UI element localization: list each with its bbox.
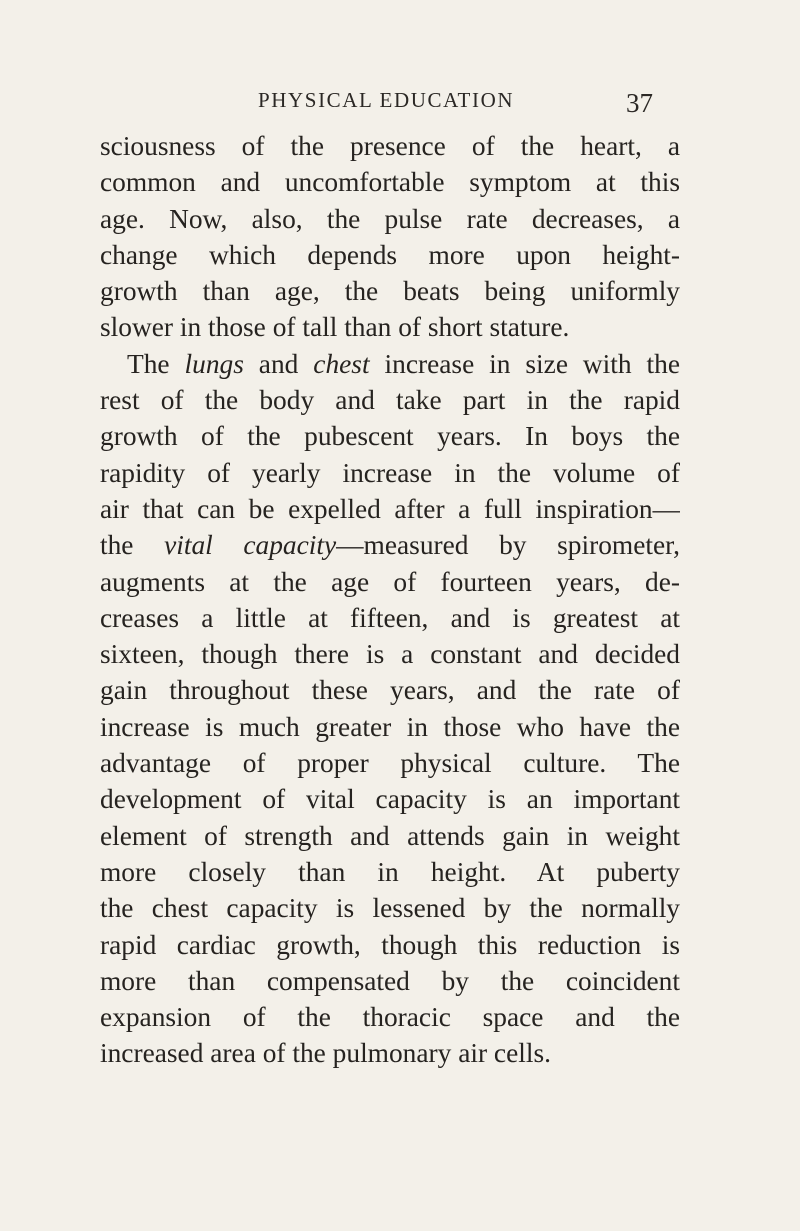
italic-term-chest: chest	[313, 348, 370, 379]
text-line: common and uncomfortable symptom at this	[100, 167, 680, 198]
text-line: increase is much greater in those who have the	[100, 711, 680, 742]
text-run: —measured by spirometer,	[336, 530, 680, 561]
text-line: element of strength and attends gain in weight	[100, 820, 680, 851]
text-run: the	[100, 530, 165, 561]
paragraph-start-line	[100, 346, 680, 382]
text-run: increase in size with the	[369, 348, 680, 379]
text-line: the chest capacity is lessened by the normally	[100, 893, 680, 924]
text-line: sixteen, though there is a constant and decided	[100, 639, 680, 670]
text-line: creases a little at fifteen, and is greatest at	[100, 602, 680, 633]
text-line: more closely than in height. At puberty	[100, 856, 680, 887]
text-line: air that can be expelled after a full inspiration—	[100, 493, 680, 524]
text-line: slower in those of tall than of short stature.	[100, 312, 570, 343]
text-line: age. Now, also, the pulse rate decreases, a	[100, 203, 680, 234]
italic-term-lungs: lungs	[184, 348, 244, 379]
body-text	[100, 128, 680, 1072]
text-line: advantage of proper physical culture. The	[100, 748, 680, 779]
text-line: increased area of the pulmonary air cells.	[100, 1038, 551, 1069]
text-line: augments at the age of fourteen years, de-	[100, 566, 680, 597]
text-line: change which depends more upon height-	[100, 239, 680, 270]
text-line: more than compensated by the coincident	[100, 965, 680, 996]
text-line-with-term	[100, 527, 680, 563]
text-run: The	[127, 348, 185, 379]
italic-term-vital-capacity: vital capacity	[164, 530, 337, 561]
page-number: 37	[626, 88, 653, 118]
text-line: growth of the pubescent years. In boys the	[100, 421, 680, 452]
text-line: expansion of the thoracic space and the	[100, 1002, 680, 1033]
text-line: rapid cardiac growth, though this reduction is	[100, 929, 680, 960]
text-line: growth than age, the beats being uniformly	[100, 276, 680, 307]
running-head: PHYSICAL EDUCATION	[258, 88, 515, 112]
text-run: and	[243, 348, 314, 379]
text-line: rest of the body and take part in the rapid	[100, 385, 680, 416]
text-line: rapidity of yearly increase in the volume of	[100, 457, 680, 488]
text-line: gain throughout these years, and the rate of	[100, 675, 680, 706]
text-line: sciousness of the presence of the heart, a	[100, 131, 680, 161]
text-line: development of vital capacity is an important	[100, 784, 680, 815]
